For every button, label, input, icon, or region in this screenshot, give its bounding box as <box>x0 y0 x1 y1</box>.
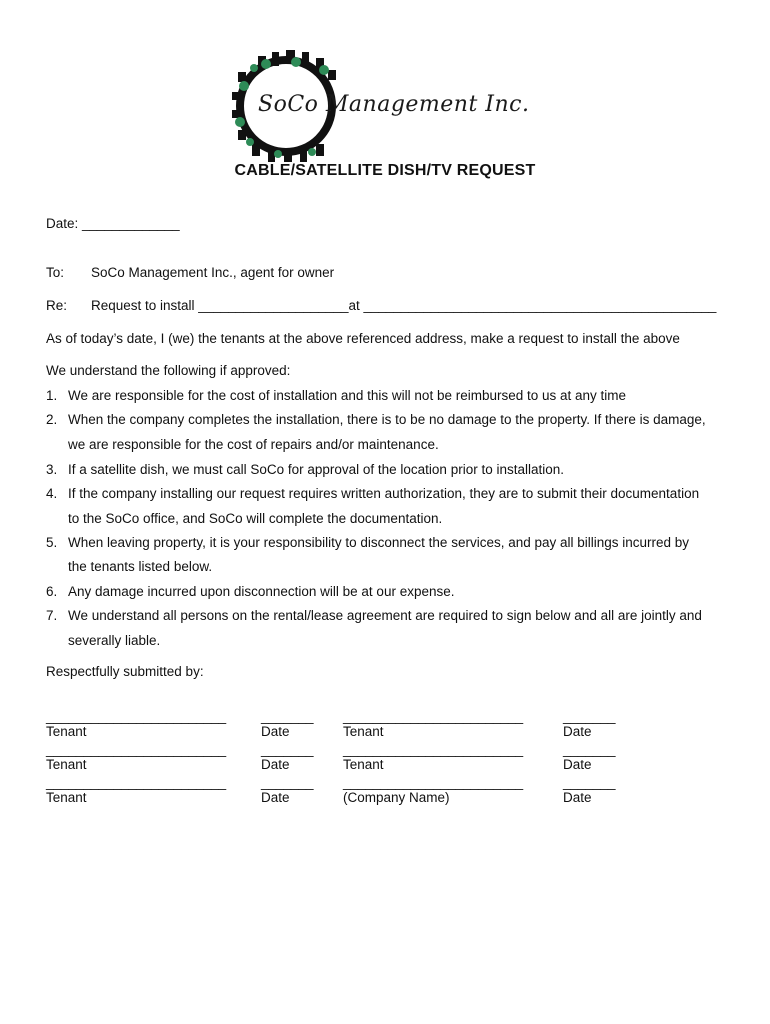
list-item: 6. Any damage incurred upon disconnection will be at our expense. <box>46 584 455 599</box>
document-title: CABLE/SATELLITE DISH/TV REQUEST <box>234 162 536 179</box>
list-item: 5. When leaving property, it is your responsibility to disconnect the services, and pay all billings incurred by <box>46 535 690 550</box>
date-blank[interactable]: _______ <box>261 709 314 724</box>
date-blank[interactable]: _______ <box>563 775 616 790</box>
date-blank[interactable]: _______ <box>261 742 314 757</box>
list-item-continuation: we are responsible for the cost of repairs and/or maintenance. <box>68 437 439 452</box>
signature-label: Tenant <box>46 790 87 805</box>
submitted-by-label: Respectfully submitted by: <box>46 664 204 679</box>
re-value: Request to install ____________________at _______________________________________________ <box>91 298 717 313</box>
company-name-label: (Company Name) <box>343 790 450 805</box>
list-item: 7. We understand all persons on the rental/lease agreement are required to sign below and all are jointly and <box>46 608 702 623</box>
tenant-signature-blank[interactable]: ________________________ <box>343 742 524 757</box>
to-value: SoCo Management Inc., agent for owner <box>91 265 335 280</box>
tenant-signature-blank[interactable]: ________________________ <box>343 709 524 724</box>
date-blank[interactable]: _______ <box>563 742 616 757</box>
list-item-continuation: to the SoCo office, and SoCo will complete the documentation. <box>68 511 443 526</box>
date-label: Date <box>261 790 290 805</box>
list-item: 4. If the company installing our request requires written authorization, they are to submit their documentation <box>46 486 700 501</box>
to-line <box>46 265 334 280</box>
date-blank[interactable]: _______ <box>563 709 616 724</box>
intro-paragraph: As of today’s date, I (we) the tenants at the above referenced address, make a request to install the above <box>46 331 680 346</box>
signature-label: Tenant <box>343 724 384 739</box>
date-label: Date <box>261 757 290 772</box>
understand-heading: We understand the following if approved: <box>46 363 291 378</box>
list-item-continuation: severally liable. <box>68 633 161 648</box>
tenant-signature-blank[interactable]: ________________________ <box>46 775 227 790</box>
company-signature-blank[interactable]: ________________________ <box>343 775 524 790</box>
list-item: 2. When the company completes the installation, there is to be no damage to the property. If there is damage, <box>46 412 706 427</box>
to-label: To: <box>46 265 65 280</box>
signature-label: Tenant <box>46 724 87 739</box>
list-item: 3. If a satellite dish, we must call SoCo for approval of the location prior to installation. <box>46 462 564 477</box>
signature-label: Tenant <box>343 757 384 772</box>
date-label: Date <box>563 790 592 805</box>
date-blank[interactable]: _______ <box>261 775 314 790</box>
date-label: Date <box>261 724 290 739</box>
tenant-signature-blank[interactable]: ________________________ <box>46 709 227 724</box>
date-label: Date <box>563 724 592 739</box>
company-logo-text: SoCo Management Inc. <box>258 92 530 117</box>
re-label: Re: <box>46 298 68 313</box>
signature-label: Tenant <box>46 757 87 772</box>
list-item-continuation: the tenants listed below. <box>68 559 213 574</box>
list-item: 1. We are responsible for the cost of installation and this will not be reimbursed to us at any time <box>46 388 627 403</box>
tenant-signature-blank[interactable]: ________________________ <box>46 742 227 757</box>
date-line: Date: _____________ <box>46 216 180 231</box>
date-label: Date <box>563 757 592 772</box>
re-line <box>46 298 716 313</box>
